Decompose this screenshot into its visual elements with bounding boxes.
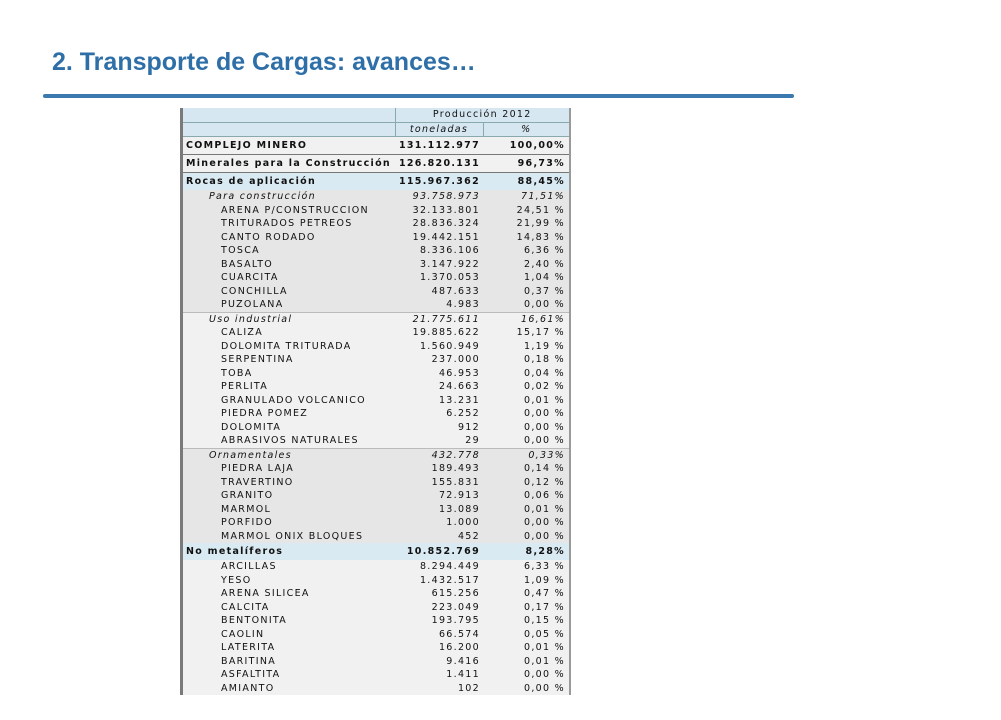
header-row-group <box>183 108 569 122</box>
row-name: DOLOMITA TRITURADA <box>221 340 352 352</box>
row-percent: 0,00 % <box>524 669 565 680</box>
row-name: CONCHILLA <box>183 285 395 299</box>
row-percent: 0,01 % <box>524 642 565 653</box>
row-tonnes: 193.795 <box>431 615 480 626</box>
row-name: PIEDRA LAJA <box>183 462 395 476</box>
row-tonnes: 66.574 <box>438 628 480 640</box>
table-row <box>183 380 569 394</box>
row-name: BASALTO <box>183 258 395 272</box>
row-tonnes: 8.336.106 <box>395 244 483 258</box>
table-row <box>183 190 569 204</box>
row-percent: 71,51% <box>483 190 569 204</box>
table-row <box>183 298 569 312</box>
row-tonnes: 93.758.973 <box>395 190 483 204</box>
row-name: PERLITA <box>221 381 269 392</box>
row-tonnes: 6.252 <box>446 408 480 419</box>
row-name: Ornamentales <box>183 448 395 462</box>
row-tonnes: 10.852.769 <box>395 543 483 560</box>
row-tonnes: 487.633 <box>395 285 483 299</box>
row-tonnes: 4.983 <box>395 298 483 312</box>
row-percent: 6,33 % <box>524 561 565 572</box>
row-name: CALCITA <box>221 601 270 613</box>
row-percent: 0,00 % <box>524 435 565 446</box>
table-row <box>183 407 569 421</box>
row-name: No metalíferos <box>183 543 395 560</box>
table-row <box>183 601 569 615</box>
row-tonnes: 21.775.611 <box>395 312 483 326</box>
slide-title: 2. Transporte de Cargas: avances… <box>52 48 476 76</box>
header-production-2012: Producción 2012 <box>395 108 569 122</box>
row-percent: 15,17 % <box>516 327 565 338</box>
row-percent: 0,04 % <box>524 367 565 379</box>
row-name: TRITURADOS PETREOS <box>183 217 395 231</box>
row-percent: 0,00 % <box>524 408 565 419</box>
table-row <box>183 682 569 696</box>
row-tonnes: 29 <box>465 435 480 446</box>
row-tonnes: 223.049 <box>431 601 480 613</box>
row-name: LATERITA <box>221 642 276 653</box>
row-percent: 0,00 % <box>483 298 569 312</box>
row-name: ARENA SILICEA <box>221 588 310 599</box>
header-row-units <box>183 122 569 137</box>
row-tonnes: 615.256 <box>431 588 480 599</box>
row-name: DOLOMITA <box>221 421 282 433</box>
row-tonnes: 13.231 <box>438 394 480 406</box>
row-tonnes: 237.000 <box>431 354 480 365</box>
row-name: Minerales para la Construcción <box>183 155 395 173</box>
table-row <box>183 217 569 231</box>
row-name: SERPENTINA <box>221 354 294 365</box>
table-body <box>183 137 569 696</box>
table-row <box>183 155 569 173</box>
row-name: MARMOL <box>183 503 395 517</box>
row-percent: 1,19 % <box>524 340 565 352</box>
row-tonnes: 16.200 <box>438 642 480 653</box>
table-row <box>183 560 569 574</box>
row-tonnes: 155.831 <box>395 476 483 490</box>
row-percent: 0,01 % <box>524 655 565 667</box>
table-row <box>183 516 569 530</box>
table-row <box>183 244 569 258</box>
row-tonnes: 131.112.977 <box>395 137 483 155</box>
table-row <box>183 503 569 517</box>
row-name: GRANITO <box>183 489 395 503</box>
table-row <box>183 312 569 326</box>
row-tonnes: 912 <box>457 421 480 433</box>
row-tonnes: 1.560.949 <box>419 340 480 352</box>
row-name: AMIANTO <box>221 682 275 694</box>
row-tonnes: 452 <box>395 530 483 544</box>
table-row <box>183 340 569 354</box>
table-row <box>183 367 569 381</box>
row-tonnes: 432.778 <box>395 448 483 462</box>
row-tonnes: 72.913 <box>395 489 483 503</box>
row-percent: 100,00% <box>483 137 569 155</box>
row-percent: 0,14 % <box>483 462 569 476</box>
production-table-frame <box>180 108 571 695</box>
row-percent: 6,36 % <box>483 244 569 258</box>
row-percent: 21,99 % <box>483 217 569 231</box>
row-percent: 88,45% <box>483 173 569 191</box>
row-percent: 0,00 % <box>524 682 565 694</box>
row-percent: 0,15 % <box>524 615 565 626</box>
row-percent: 8,28% <box>483 543 569 560</box>
row-tonnes: 1.370.053 <box>395 271 483 285</box>
row-percent: 0,17 % <box>524 601 565 613</box>
row-percent: 0,37 % <box>483 285 569 299</box>
table-row <box>183 285 569 299</box>
table-row <box>183 641 569 655</box>
row-percent: 1,09 % <box>524 574 565 586</box>
table-row <box>183 574 569 588</box>
row-name: ARENA P/CONSTRUCCION <box>183 204 395 218</box>
table-row <box>183 587 569 601</box>
row-name: CAOLIN <box>221 628 265 640</box>
row-name: GRANULADO VOLCANICO <box>221 394 366 406</box>
table-row <box>183 231 569 245</box>
header-blank-cell <box>183 122 395 137</box>
row-percent: 0,00 % <box>524 421 565 433</box>
row-tonnes: 126.820.131 <box>395 155 483 173</box>
row-tonnes: 189.493 <box>395 462 483 476</box>
table-row <box>183 258 569 272</box>
table-row <box>183 421 569 435</box>
table-row <box>183 462 569 476</box>
table-row <box>183 530 569 544</box>
table-row <box>183 434 569 448</box>
row-percent: 0,33% <box>483 448 569 462</box>
table-row <box>183 628 569 642</box>
header-percent: % <box>483 122 569 137</box>
row-percent: 0,01 % <box>483 503 569 517</box>
table-row <box>183 668 569 682</box>
row-name: CALIZA <box>221 327 264 338</box>
row-percent: 96,73% <box>483 155 569 173</box>
row-tonnes: 102 <box>457 682 480 694</box>
table-row <box>183 394 569 408</box>
table-row <box>183 476 569 490</box>
table-row <box>183 353 569 367</box>
row-name: MARMOL ONIX BLOQUES <box>183 530 395 544</box>
row-tonnes: 3.147.922 <box>395 258 483 272</box>
table-row <box>183 543 569 560</box>
row-name: CANTO RODADO <box>183 231 395 245</box>
row-name: BARITINA <box>221 655 277 667</box>
table-row <box>183 489 569 503</box>
row-percent: 14,83 % <box>483 231 569 245</box>
row-name: COMPLEJO MINERO <box>183 137 395 155</box>
row-name: Rocas de aplicación <box>183 173 395 191</box>
table-row <box>183 137 569 155</box>
row-tonnes: 46.953 <box>438 367 480 379</box>
row-name: ASFALTITA <box>221 669 281 680</box>
row-name: ARCILLAS <box>221 561 277 572</box>
row-name: PUZOLANA <box>183 298 395 312</box>
row-tonnes: 24.663 <box>438 381 480 392</box>
row-name: PIEDRA POMEZ <box>221 408 309 419</box>
table-row <box>183 326 569 340</box>
row-name: TOSCA <box>183 244 395 258</box>
row-tonnes: 28.836.324 <box>395 217 483 231</box>
row-tonnes: 19.885.622 <box>412 327 480 338</box>
row-percent: 2,40 % <box>483 258 569 272</box>
row-percent: 0,06 % <box>483 489 569 503</box>
production-table <box>183 108 569 695</box>
row-name: YESO <box>221 574 252 586</box>
header-toneladas: toneladas <box>395 122 483 137</box>
row-name: Para construcción <box>183 190 395 204</box>
row-tonnes: 32.133.801 <box>395 204 483 218</box>
row-percent: 0,02 % <box>524 381 565 392</box>
table-row <box>183 448 569 462</box>
header-blank-cell <box>183 108 395 122</box>
row-percent: 1,04 % <box>483 271 569 285</box>
row-name: ABRASIVOS NATURALES <box>221 435 359 446</box>
row-tonnes: 9.416 <box>446 655 480 667</box>
table-row <box>183 271 569 285</box>
table-row <box>183 204 569 218</box>
row-name: PORFIDO <box>183 516 395 530</box>
row-name: TRAVERTINO <box>183 476 395 490</box>
title-underline <box>43 94 794 98</box>
table-row <box>183 173 569 191</box>
row-name: TOBA <box>221 367 253 379</box>
row-tonnes: 8.294.449 <box>419 561 480 572</box>
row-percent: 0,00 % <box>483 530 569 544</box>
row-tonnes: 1.432.517 <box>419 574 480 586</box>
table-row <box>183 655 569 669</box>
row-tonnes: 115.967.362 <box>395 173 483 191</box>
row-name: CUARCITA <box>183 271 395 285</box>
row-tonnes: 19.442.151 <box>395 231 483 245</box>
row-name: Uso industrial <box>183 312 395 326</box>
row-percent: 0,47 % <box>524 588 565 599</box>
table-row <box>183 614 569 628</box>
row-tonnes: 13.089 <box>395 503 483 517</box>
row-percent: 0,05 % <box>524 628 565 640</box>
row-name: BENTONITA <box>221 615 288 626</box>
row-percent: 24,51 % <box>483 204 569 218</box>
row-percent: 0,18 % <box>524 354 565 365</box>
row-tonnes: 1.000 <box>395 516 483 530</box>
row-percent: 0,01 % <box>524 394 565 406</box>
row-tonnes: 1.411 <box>446 669 480 680</box>
row-percent: 0,12 % <box>483 476 569 490</box>
row-percent: 16,61% <box>483 312 569 326</box>
row-percent: 0,00 % <box>483 516 569 530</box>
